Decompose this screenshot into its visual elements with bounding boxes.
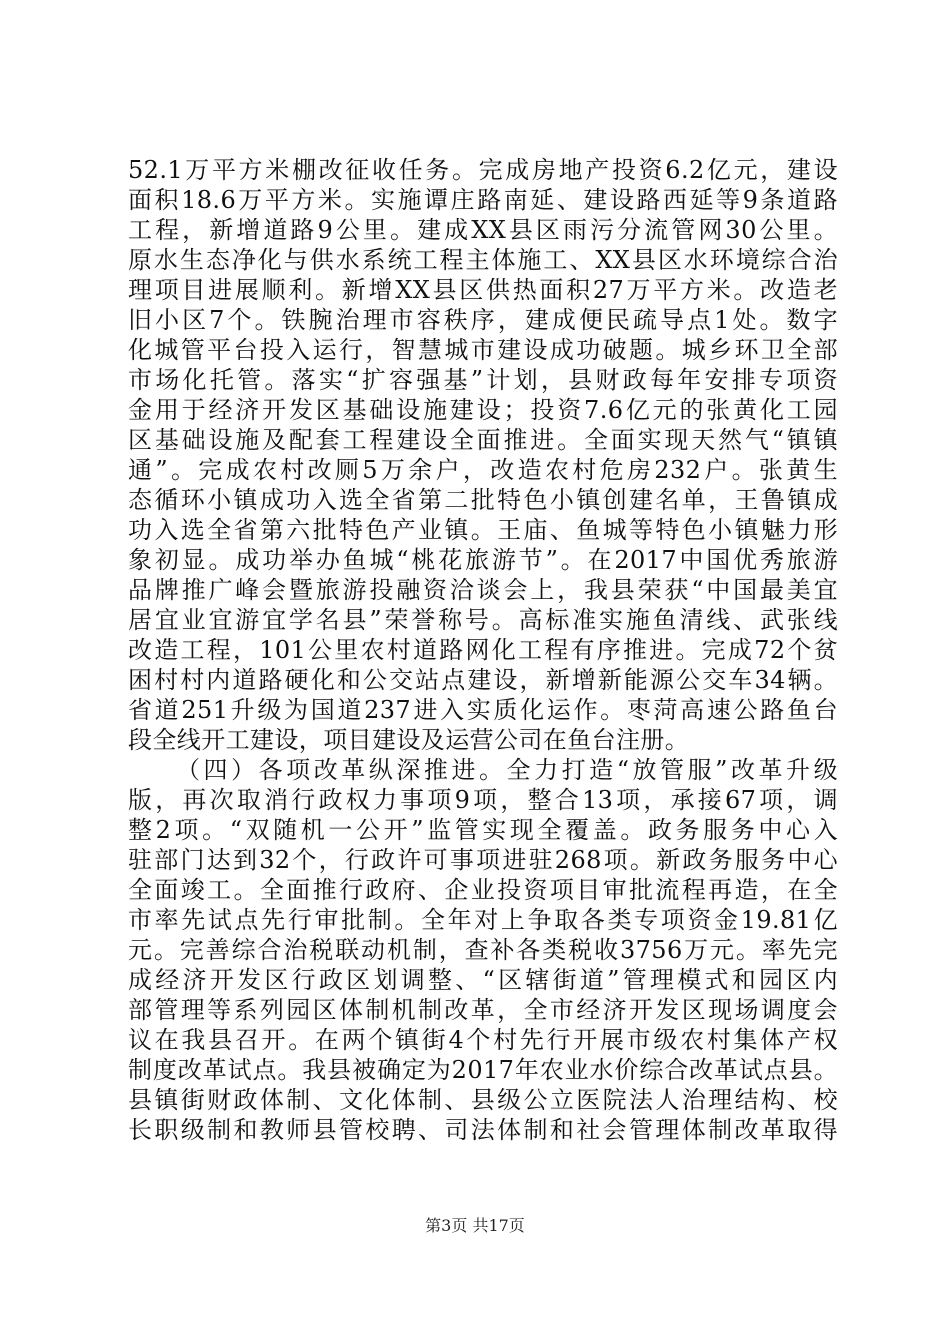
text-line: 区基础设施及配套工程建设全面推进。全面实现天然气“镇镇	[128, 426, 838, 454]
paragraph-end-line: 段全线开工建设，项目建设及运营公司在鱼台注册。	[128, 726, 690, 754]
text-line: 居宜业宜游宜学名县”荣誉称号。高标准实施鱼清线、武张线	[128, 606, 838, 634]
text-line: 困村村内道路硬化和公交站点建设，新增新能源公交车34辆。	[128, 666, 838, 694]
text-line: 态循环小镇成功入选全省第二批特色小镇创建名单，王鲁镇成	[128, 486, 838, 514]
text-line: 52.1万平方米棚改征收任务。完成房地产投资6.2亿元，建设	[128, 156, 838, 184]
text-line: 改造工程，101公里农村道路网化工程有序推进。完成72个贫	[128, 636, 838, 664]
text-line: 功入选全省第六批特色产业镇。王庙、鱼城等特色小镇魅力形	[128, 516, 838, 544]
text-line: 原水生态净化与供水系统工程主体施工、XX县区水环境综合治	[128, 246, 838, 274]
text-line: 通”。完成农村改厕5万余户，改造农村危房232户。张黄生	[128, 456, 838, 484]
text-line: 部管理等系列园区体制机制改革，全市经济开发区现场调度会	[128, 996, 838, 1024]
text-line: 金用于经济开发区基础设施建设；投资7.6亿元的张黄化工园	[128, 396, 838, 424]
text-line: 市率先试点先行审批制。全年对上争取各类专项资金19.81亿	[128, 906, 838, 934]
text-line: 长职级制和教师县管校聘、司法体制和社会管理体制改革取得	[128, 1116, 838, 1144]
page-footer	[0, 1216, 950, 1236]
text-line: 省道251升级为国道237进入实质化运作。枣菏高速公路鱼台	[128, 696, 838, 724]
text-line: 成经济开发区行政区划调整、“区辖街道”管理模式和园区内	[128, 966, 838, 994]
text-line: 议在我县召开。在两个镇街4个村先行开展市级农村集体产权	[128, 1026, 838, 1054]
text-line: 品牌推广峰会暨旅游投融资洽谈会上，我县荣获“中国最美宜	[128, 576, 838, 604]
text-line: 整2项。“双随机一公开”监管实现全覆盖。政务服务中心入	[128, 816, 838, 844]
body-text	[128, 155, 838, 1145]
text-line: 市场化托管。落实“扩容强基”计划，县财政每年安排专项资	[128, 366, 838, 394]
section-heading-line: （四）各项改革纵深推进。全力打造“放管服”改革升级	[176, 756, 838, 784]
text-line: 制度改革试点。我县被确定为2017年农业水价综合改革试点县。	[128, 1056, 838, 1084]
text-line: 理项目进展顺利。新增XX县区供热面积27万平方米。改造老	[128, 276, 838, 304]
text-line: 旧小区7个。铁腕治理市容秩序，建成便民疏导点1处。数字	[128, 306, 838, 334]
text-line: 元。完善综合治税联动机制，查补各类税收3756万元。率先完	[128, 936, 838, 964]
text-line: 面积18.6万平方米。实施谭庄路南延、建设路西延等9条道路	[128, 186, 838, 214]
text-line: 版，再次取消行政权力事项9项，整合13项，承接67项，调	[128, 786, 838, 814]
text-line: 化城管平台投入运行，智慧城市建设成功破题。城乡环卫全部	[128, 336, 838, 364]
text-line: 驻部门达到32个，行政许可事项进驻268项。新政务服务中心	[128, 846, 838, 874]
text-line: 象初显。成功举办鱼城“桃花旅游节”。在2017中国优秀旅游	[128, 546, 838, 574]
text-line: 县镇街财政体制、文化体制、县级公立医院法人治理结构、校	[128, 1086, 838, 1114]
text-line: 全面竣工。全面推行政府、企业投资项目审批流程再造，在全	[128, 876, 838, 904]
page-number: 第3页 共17页	[425, 1216, 525, 1235]
text-line: 工程，新增道路9公里。建成XX县区雨污分流管网30公里。	[128, 216, 838, 244]
